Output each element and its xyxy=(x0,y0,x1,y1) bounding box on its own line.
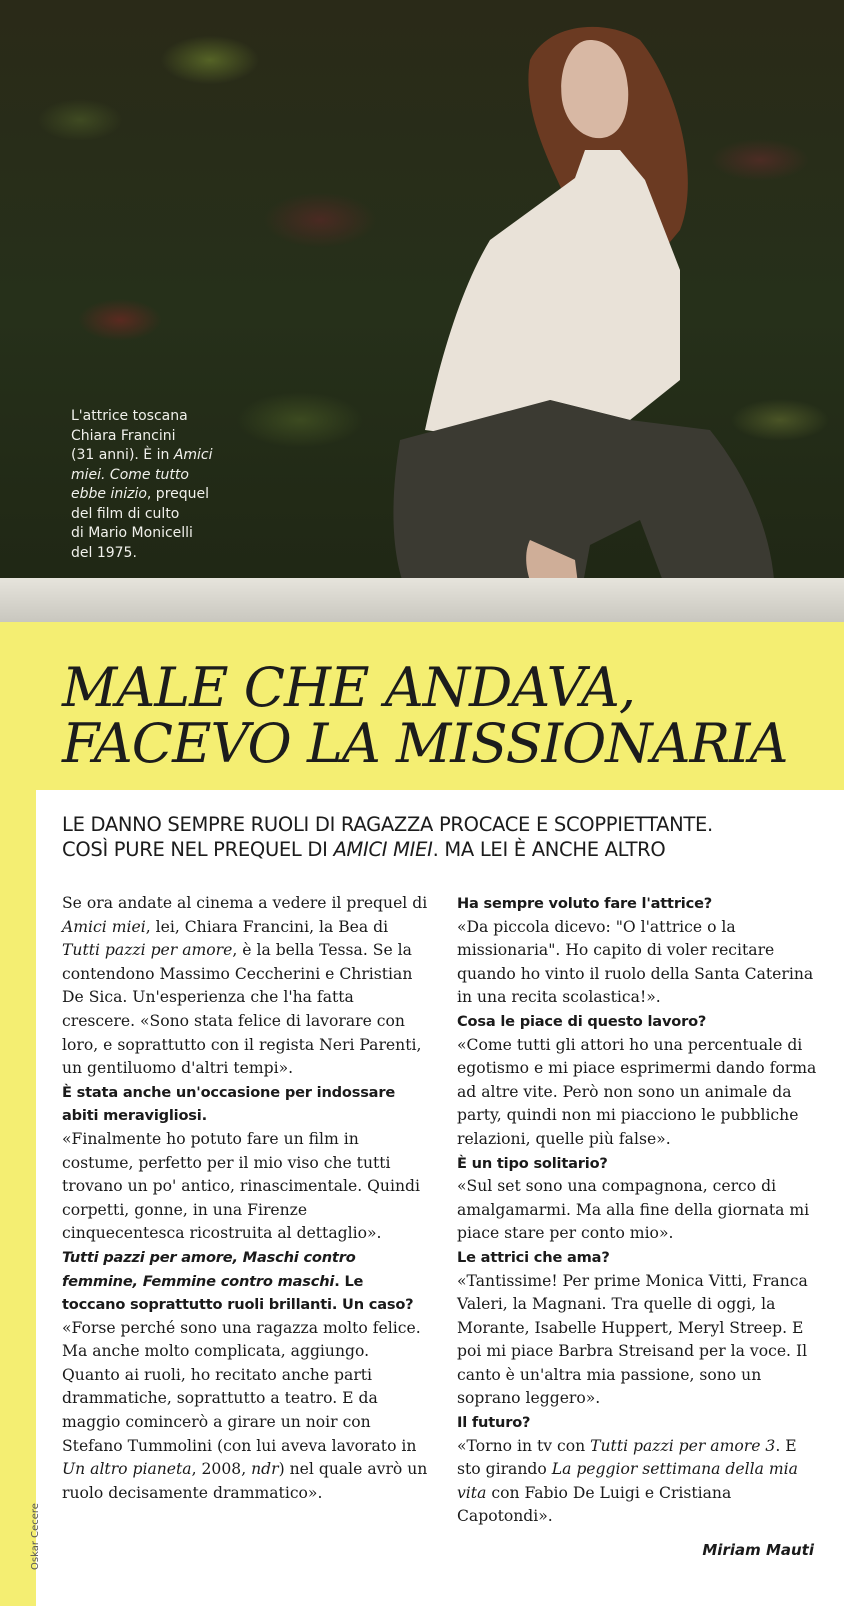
question: Il futuro? xyxy=(457,1414,531,1432)
intro-paragraph: Se ora andate al cinema a vedere il prequel di Amici miei, lei, Chiara Francini, la Bea di Tutti pazzi per amore, è la bella Tessa. Se la contendono Massimo Ceccherini e Christian De Sica. Un'esperienza che l'ha fatta crescere. «Sono stata felice di lavorare con loro, e soprattutto con il regista Neri Parenti, un gentiluomo d'altri tempi». xyxy=(62,894,428,1078)
question: Ha sempre voluto fare l'attrice? xyxy=(457,895,713,912)
photo-caption: L'attrice toscana Chiara Francini (31 anni). È in Amici miei. Come tutto ebbe inizio, prequel del film di culto di Mario Monicelli del 1975. xyxy=(71,408,213,561)
actress-figure xyxy=(380,0,820,622)
article-column-right xyxy=(457,892,823,1529)
question: Cosa le piace di questo lavoro? xyxy=(457,1012,707,1030)
question: È un tipo solitario? xyxy=(457,1154,608,1172)
answer: «Finalmente ho potuto fare un film in costume, perfetto per il mio viso che tutti trovano un po' antico, rinascimentale. Quindi corpetti, gonne, in una Firenze cinquecentesca ricostruita al dettaglio». xyxy=(62,1129,420,1243)
standfirst-line-1: LE DANNO SEMPRE RUOLI DI RAGAZZA PROCACE E SCOPPIETTANTE. xyxy=(62,813,713,836)
standfirst-line-2: COSÌ PURE NEL PREQUEL DI AMICI MIEI. MA LEI È ANCHE ALTRO xyxy=(62,838,666,861)
answer: «Sul set sono una compagnona, cerco di amalgamarmi. Ma alla fine della giornata mi piace stare per conto mio». xyxy=(457,1177,810,1243)
photo-credit: Oskar Cecere xyxy=(30,1503,41,1570)
standfirst xyxy=(62,812,832,862)
answer: «Tantissime! Per prime Monica Vitti, Franca Valeri, la Magnani. Tra quelle di oggi, la Morante, Isabelle Huppert, Meryl Streep. E poi mi piace Barbra Streisand per la voce. Il canto è un'altra mia passione, sono un soprano leggero». xyxy=(457,1271,808,1408)
headline-line-1: MALE CHE ANDAVA, xyxy=(62,656,636,719)
author-byline: Miriam Mauti xyxy=(702,1541,814,1559)
answer: «Torno in tv con Tutti pazzi per amore 3. E sto girando La peggior settimana della mia vita con Fabio De Luigi e Cristiana Capotondi». xyxy=(457,1436,798,1526)
question: È stata anche un'occasione per indossare abiti meravigliosi. xyxy=(62,1083,396,1125)
question: Le attrici che ama? xyxy=(457,1248,610,1266)
question: Tutti pazzi per amore, Maschi contro femmine, Femmine contro maschi. Le toccano soprattutto ruoli brillanti. Un caso? xyxy=(62,1248,414,1314)
headline xyxy=(62,656,788,775)
answer: «Come tutti gli attori ho una percentuale di egotismo e mi piace esprimermi dando forma ad altre vite. Però non sono un animale da party, quindi non mi piacciono le pubbliche relazioni, quelle più false». xyxy=(457,1035,817,1148)
hero-photo xyxy=(0,0,844,622)
answer: «Da piccola dicevo: "O l'attrice o la missionaria". Ho capito di voler recitare quando ho vinto il ruolo della Santa Caterina in una recita scolastica!». xyxy=(457,917,814,1007)
answer: «Forse perché sono una ragazza molto felice. Ma anche molto complicata, aggiungo. Quanto ai ruoli, ho recitato anche parti drammatiche, soprattutto a teatro. E da maggio comincerò a girare un noir con Stefano Tummolini (con lui aveva lavorato in Un altro pianeta, 2008, ndr) nel quale avrò un ruolo decisamente drammatico». xyxy=(62,1318,428,1502)
stone-ledge xyxy=(0,578,844,622)
headline-line-2: FACEVO LA MISSIONARIA xyxy=(62,712,788,775)
article-column-left xyxy=(62,892,428,1505)
